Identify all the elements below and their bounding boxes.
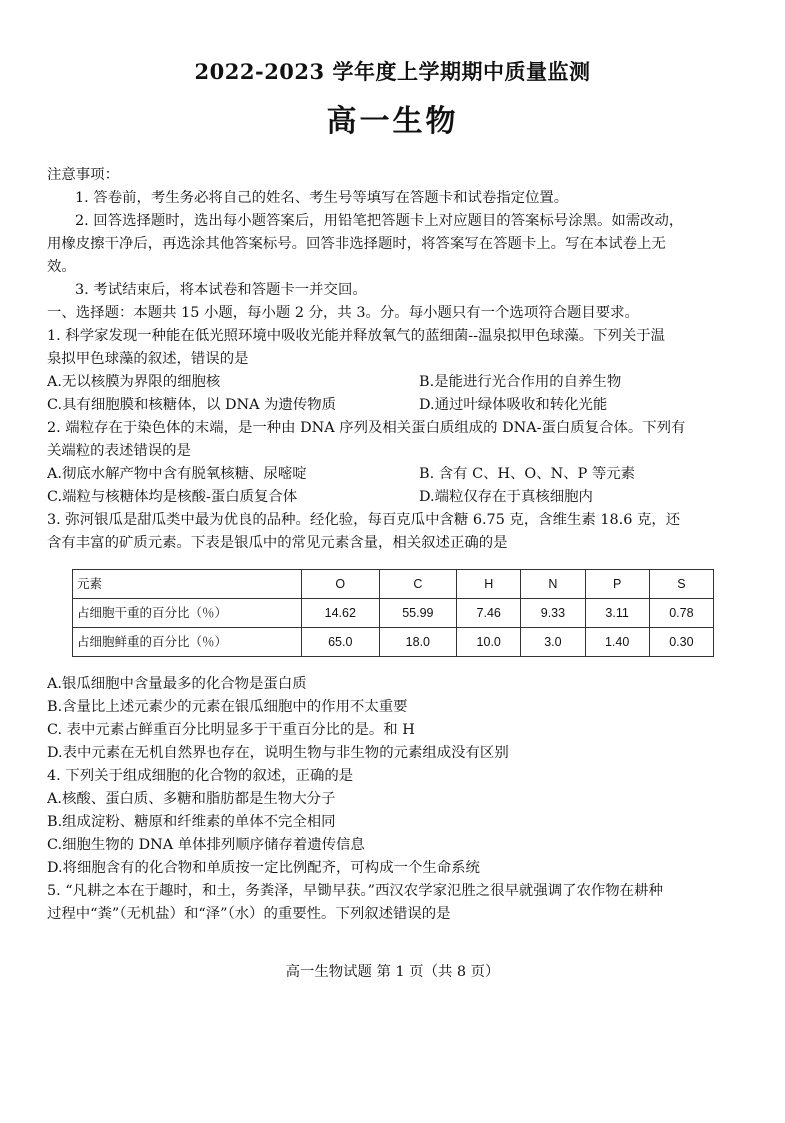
question-4-stem: 4. 下列关于组成细胞的化合物的叙述，正确的是 (47, 768, 354, 784)
table-cell: 9.33 (521, 599, 585, 628)
notice-heading: 注意事项： (47, 167, 119, 183)
question-2-stem-line-2: 关端粒的表述错误的是 (47, 443, 191, 459)
table-header-cell: O (302, 570, 380, 599)
section-heading: 一、选择题：本题共 15 小题，每小题 2 分，共 3。分。每小题只有一个选项符合题目要求。 (47, 305, 639, 321)
question-3-option-b: B.含量比上述元素少的元素在银瓜细胞中的作用不太重要 (47, 699, 408, 715)
question-1-stem-line-1: 1. 科学家发现一种能在低光照环境中吸收光能并释放氧气的蓝细菌--温泉拟甲色球藻。下列关于温 (47, 328, 666, 344)
table-header-cell: C (379, 570, 457, 599)
table-header-cell: S (649, 570, 713, 599)
table-cell: 0.78 (649, 599, 713, 628)
question-2-option-b: B. 含有 C、H、O、N、P 等元素 (419, 466, 636, 482)
table-cell: 55.99 (379, 599, 457, 628)
table-row (73, 628, 714, 657)
table-header-cell: 元素 (73, 570, 302, 599)
question-2-stem-line-1: 2. 端粒存在于染色体的末端，是一种由 DNA 序列及相关蛋白质组成的 DNA-蛋白质复合体。下列有 (47, 420, 686, 436)
table-cell: 10.0 (457, 628, 521, 657)
question-1-option-a: A.无以核膜为界限的细胞核 (47, 374, 221, 390)
question-4-option-a: A.核酸、蛋白质、多糖和脂肪都是生物大分子 (47, 791, 336, 807)
table-cell: 0.30 (649, 628, 713, 657)
notice-item-2-line-2: 用橡皮擦干净后，再选涂其他答案标号。回答非选择题时，将答案写在答题卡上。写在本试卷上无 (47, 236, 666, 252)
notice-item-1: 1. 答卷前，考生务必将自己的姓名、考生号等填写在答题卡和试卷指定位置。 (75, 190, 569, 206)
question-2-options-row-1 (47, 463, 747, 486)
element-content-table (72, 569, 714, 657)
table-cell: 占细胞干重的百分比（％） (73, 599, 302, 628)
question-1-option-d: D.通过叶绿体吸收和转化光能 (419, 397, 608, 413)
page-footer: 高一生物试题 第 1 页（共 8 页） (285, 964, 500, 980)
table-header-row (73, 570, 714, 599)
table-cell: 3.0 (521, 628, 585, 657)
question-5-stem-line-1: 5. “凡耕之本在于趣时，和土，务粪泽，早锄早获。”西汉农学家氾胜之很早就强调了农作物在耕种 (47, 883, 663, 899)
question-1-stem-line-2: 泉拟甲色球藻的叙述，错误的是 (47, 351, 249, 367)
question-4-option-b: B.组成淀粉、糖原和纤维素的单体不完全相同 (47, 814, 336, 830)
question-3-option-a: A.银瓜细胞中含量最多的化合物是蛋白质 (47, 676, 307, 692)
exam-title: 2022-2023 学年度上学期期中质量监测 (194, 59, 591, 84)
question-3-stem-line-2: 含有丰富的矿质元素。下表是银瓜中的常见元素含量，相关叙述正确的是 (47, 535, 508, 551)
table-header-cell: P (585, 570, 649, 599)
question-2-option-d: D.端粒仅存在于真核细胞内 (419, 489, 593, 505)
question-1-options-row-2 (47, 394, 747, 417)
question-2-options-row-2 (47, 486, 747, 509)
table-cell: 3.11 (585, 599, 649, 628)
question-3-stem-line-1: 3. 弥河银瓜是甜瓜类中最为优良的品种。经化验，每百克瓜中含糖 6.75 克，含维生素 18.6 克，还 (47, 512, 681, 528)
question-1-option-c: C.具有细胞膜和核糖体，以 DNA 为遗传物质 (47, 397, 336, 413)
question-4-option-d: D.将细胞含有的化合物和单质按一定比例配齐，可构成一个生命系统 (47, 860, 480, 876)
notice-item-3: 3. 考试结束后，将本试卷和答题卡一并交回。 (75, 282, 367, 298)
question-1-options-row-1 (47, 371, 747, 394)
table-cell: 7.46 (457, 599, 521, 628)
question-1-option-b: B.是能进行光合作用的自养生物 (419, 374, 622, 390)
question-5-stem-line-2: 过程中“粪”（无机盐）和“泽”（水）的重要性。下列叙述错误的是 (47, 906, 451, 922)
table-header-cell: N (521, 570, 585, 599)
table-cell: 占细胞鲜重的百分比（％） (73, 628, 302, 657)
question-3-option-c: C. 表中元素占鲜重百分比明显多于干重百分比的是。和 H (47, 722, 415, 738)
question-2-option-c: C.端粒与核糖体均是核酸-蛋白质复合体 (47, 489, 298, 505)
question-4-option-c: C.细胞生物的 DNA 单体排列顺序储存着遗传信息 (47, 837, 365, 853)
question-3-options (47, 673, 747, 926)
question-3-option-d: D.表中元素在无机自然界也存在，说明生物与非生物的元素组成没有区别 (47, 745, 509, 761)
table-cell: 14.62 (302, 599, 380, 628)
notice-item-2-line-3: 效。 (47, 259, 76, 275)
table-cell: 1.40 (585, 628, 649, 657)
exam-body (47, 164, 747, 926)
table-header-cell: H (457, 570, 521, 599)
notice-item-2-line-1: 2. 回答选择题时，选出每小题答案后，用铅笔把答题卡上对应题目的答案标号涂黑。如需改动， (75, 213, 684, 229)
table-cell: 18.0 (379, 628, 457, 657)
table-row (73, 599, 714, 628)
subject-title: 高一生物 (326, 104, 459, 139)
table-cell: 65.0 (302, 628, 380, 657)
question-2-option-a: A.彻底水解产物中含有脱氧核糖、尿嘧啶 (47, 466, 307, 482)
